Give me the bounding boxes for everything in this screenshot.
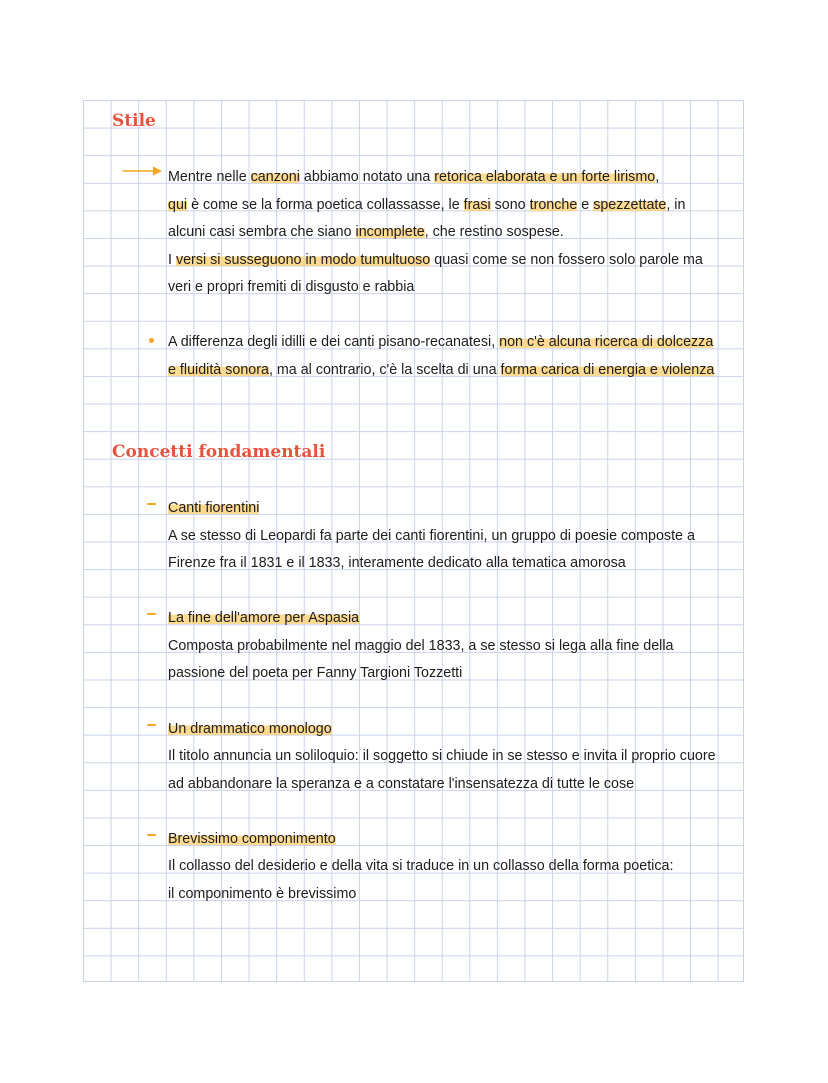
concept-line: Il collasso del desiderio e della vita si traduce in un collasso della forma poetica: bbox=[168, 858, 674, 874]
highlight: forma carica di energia e violenza bbox=[500, 362, 715, 378]
highlight: Brevissimo componimento bbox=[168, 831, 336, 847]
highlight: incomplete bbox=[355, 224, 425, 240]
highlight: Un drammatico monologo bbox=[168, 721, 332, 737]
highlight: La fine dell'amore per Aspasia bbox=[168, 610, 360, 626]
highlight: canzoni bbox=[250, 169, 300, 185]
concept-line: ad abbandonare la speranza e a constatare l'insensatezza di tutte le cose bbox=[168, 776, 635, 792]
bullet-dash-icon bbox=[147, 724, 156, 726]
highlight: Canti fiorentini bbox=[168, 500, 260, 516]
bullet-dot-icon bbox=[149, 338, 154, 343]
stile-p2-line-2: e fluidità sonora, ma al contrario, c'è la scelta di una forma carica di energia e violenza bbox=[168, 362, 715, 378]
concept-heading bbox=[168, 499, 259, 517]
concept-line: Composta probabilmente nel maggio del 1833, a se stesso si lega alla fine della bbox=[168, 638, 674, 654]
concept-heading bbox=[168, 720, 332, 738]
highlight: spezzettate bbox=[593, 197, 667, 213]
concept-line: il componimento è brevissimo bbox=[168, 886, 357, 902]
section-title-stile: Stile bbox=[112, 111, 156, 131]
arrow-right-icon bbox=[121, 164, 165, 178]
bullet-dash-icon bbox=[147, 834, 156, 836]
concept-line: Il titolo annuncia un soliloquio: il soggetto si chiude in se stesso e invita il proprio cuore bbox=[168, 748, 716, 764]
concept-line: A se stesso di Leopardi fa parte dei canti fiorentini, un gruppo di poesie composte a bbox=[168, 528, 695, 544]
stile-p1-line-5: veri e propri fremiti di disgusto e rabbia bbox=[168, 279, 415, 295]
concept-heading bbox=[168, 609, 359, 627]
section-title-concetti: Concetti fondamentali bbox=[112, 442, 326, 462]
stile-p1-line-2: qui è come se la forma poetica collassasse, le frasi sono tronche e spezzettate, in bbox=[168, 197, 686, 213]
highlight: e fluidità sonora bbox=[168, 362, 269, 378]
stile-p1-line-3: alcuni casi sembra che siano incomplete, che restino sospese. bbox=[168, 224, 564, 240]
highlight: tronche bbox=[529, 197, 578, 213]
highlight: non c'è alcuna ricerca di dolcezza bbox=[499, 334, 714, 350]
concept-line: Firenze fra il 1831 e il 1833, interamente dedicato alla tematica amorosa bbox=[168, 555, 626, 571]
highlight: retorica elaborata e un forte lirismo bbox=[434, 169, 656, 185]
highlight: versi si susseguono in modo tumultuoso bbox=[175, 252, 431, 268]
highlight: frasi bbox=[463, 197, 491, 213]
stile-p2-line-1: A differenza degli idilli e dei canti pisano-recanatesi, non c'è alcuna ricerca di dolcezza bbox=[168, 334, 714, 350]
concept-heading bbox=[168, 830, 336, 848]
stile-p1-line-1: Mentre nelle canzoni abbiamo notato una retorica elaborata e un forte lirismo, bbox=[168, 169, 660, 185]
concept-line: passione del poeta per Fanny Targioni Tozzetti bbox=[168, 665, 463, 681]
bullet-dash-icon bbox=[147, 613, 156, 615]
bullet-dash-icon bbox=[147, 503, 156, 505]
stile-p1-line-4: I versi si susseguono in modo tumultuoso quasi come se non fossero solo parole ma bbox=[168, 252, 703, 268]
highlight: qui bbox=[168, 197, 188, 213]
